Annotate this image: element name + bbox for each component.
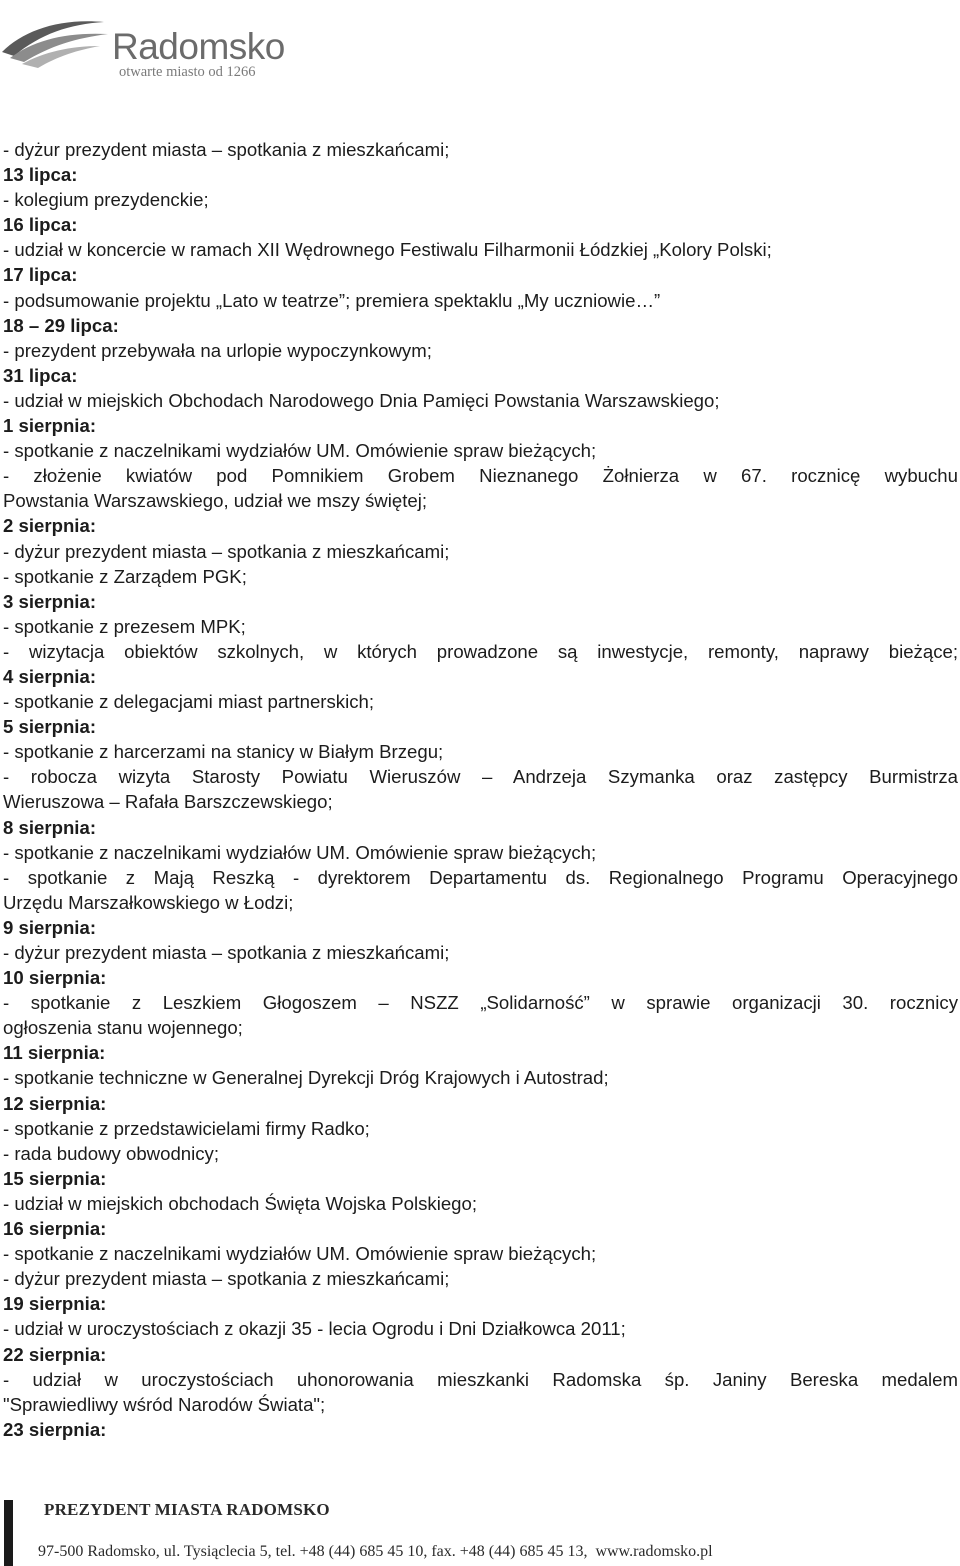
date-heading: 18 – 29 lipca: — [3, 314, 119, 336]
schedule-item: Wieruszowa – Rafała Barszczewskiego; — [3, 791, 333, 813]
header-logo[interactable] — [0, 0, 300, 84]
date-heading: 16 sierpnia: — [3, 1218, 107, 1240]
date-heading: 13 lipca: — [3, 164, 78, 186]
schedule-item: - spotkanie z prezesem MPK; — [3, 615, 246, 637]
date-heading: 8 sierpnia: — [3, 816, 97, 838]
schedule-item: "Sprawiedliwy wśród Narodów Świata"; — [3, 1393, 326, 1415]
schedule-item: - dyżur prezydent miasta – spotkania z mieszkańcami; — [3, 540, 450, 562]
schedule-item: - spotkanie z przedstawicielami firmy Radko; — [3, 1117, 370, 1139]
schedule-item: - dyżur prezydent miasta – spotkania z mieszkańcami; — [3, 1268, 450, 1290]
schedule-item: - spotkanie z Leszkiem Głogoszem – NSZZ „Solidarność” w sprawie organizacji 30. rocznicy — [3, 992, 958, 1014]
schedule-item: ogłoszenia stanu wojennego; — [3, 1017, 243, 1039]
schedule-item: - kolegium prezydenckie; — [3, 189, 209, 211]
schedule-item: - złożenie kwiatów pod Pomnikiem Grobem Nieznanego Żołnierza w 67. rocznicę wybuchu — [3, 465, 958, 487]
schedule-item: - spotkanie z naczelnikami wydziałów UM. Omówienie spraw bieżących; — [3, 440, 597, 462]
footer-title: PREZYDENT MIASTA RADOMSKO — [44, 1500, 330, 1519]
swoosh-logo-icon — [0, 0, 112, 80]
schedule-item: - rada budowy obwodnicy; — [3, 1142, 220, 1164]
date-heading: 17 lipca: — [3, 264, 78, 286]
schedule-item: - spotkanie z Zarządem PGK; — [3, 565, 247, 587]
date-heading: 2 sierpnia: — [3, 515, 97, 537]
date-heading: 10 sierpnia: — [3, 967, 107, 989]
schedule-item: - spotkanie z harcerzami na stanicy w Białym Brzegu; — [3, 741, 444, 763]
schedule-item: - udział w uroczystościach uhonorowania mieszkanki Radomska śp. Janiny Bereska medalem — [3, 1368, 958, 1390]
date-heading: 9 sierpnia: — [3, 916, 97, 938]
schedule-item: - spotkanie z naczelnikami wydziałów UM. Omówienie spraw bieżących; — [3, 1243, 597, 1265]
schedule-item: Urzędu Marszałkowskiego w Łodzi; — [3, 891, 294, 913]
date-heading: 12 sierpnia: — [3, 1092, 107, 1114]
schedule-item: - prezydent przebywała na urlopie wypoczynkowym; — [3, 339, 432, 361]
schedule-content — [3, 137, 958, 1442]
schedule-item: - udział w uroczystościach z okazji 35 - lecia Ogrodu i Dni Działkowca 2011; — [3, 1318, 626, 1340]
schedule-item: - robocza wizyta Starosty Powiatu Wieruszów – Andrzeja Szymanka oraz zastępcy Burmistrza — [3, 766, 958, 788]
date-heading: 4 sierpnia: — [3, 665, 97, 687]
date-heading: 11 sierpnia: — [3, 1042, 106, 1064]
schedule-item: - udział w koncercie w ramach XII Wędrownego Festiwalu Filharmonii Łódzkiej „Kolory Polski; — [3, 239, 772, 261]
schedule-item: - dyżur prezydent miasta – spotkania z mieszkańcami; — [3, 139, 450, 160]
schedule-item: - spotkanie z delegacjami miast partnerskich; — [3, 691, 375, 713]
date-heading: 15 sierpnia: — [3, 1167, 107, 1189]
date-heading: 22 sierpnia: — [3, 1343, 107, 1365]
schedule-item: - dyżur prezydent miasta – spotkania z mieszkańcami; — [3, 942, 450, 963]
date-heading: 23 sierpnia: — [3, 1418, 107, 1440]
schedule-item: - spotkanie techniczne w Generalnej Dyrekcji Dróg Krajowych i Autostrad; — [3, 1067, 609, 1089]
schedule-item: - spotkanie z Mają Reszką - dyrektorem Departamentu ds. Regionalnego Programu Operacyjnego — [3, 866, 958, 888]
schedule-item: Powstania Warszawskiego, udział we mszy świętej; — [3, 490, 428, 512]
footer-accent-bar — [4, 1500, 13, 1566]
schedule-item: - podsumowanie projektu „Lato w teatrze”; premiera spektaklu „My uczniowie…” — [3, 289, 661, 311]
date-heading: 19 sierpnia: — [3, 1293, 107, 1315]
date-heading: 3 sierpnia: — [3, 590, 97, 612]
schedule-item: - spotkanie z naczelnikami wydziałów UM. Omówienie spraw bieżących; — [3, 841, 597, 863]
date-heading: 16 lipca: — [3, 214, 78, 236]
logo-wordmark: Radomsko — [112, 26, 285, 67]
schedule-item: - udział w miejskich Obchodach Narodowego Dnia Pamięci Powstania Warszawskiego; — [3, 389, 720, 411]
schedule-item: - udział w miejskich obchodach Święta Wojska Polskiego; — [3, 1192, 478, 1214]
date-heading: 5 sierpnia: — [3, 716, 97, 738]
date-heading: 31 lipca: — [3, 364, 78, 386]
schedule-item: - wizytacja obiektów szkolnych, w których prowadzone są inwestycje, remonty, naprawy bieżące; — [3, 640, 958, 662]
logo-tagline: otwarte miasto od 1266 — [119, 64, 256, 80]
footer-address: 97-500 Radomsko, ul. Tysiąclecia 5, tel. +48 (44) 685 45 10, fax. +48 (44) 685 45 13, www.radomsko.pl — [38, 1543, 713, 1560]
date-heading: 1 sierpnia: — [3, 415, 97, 437]
